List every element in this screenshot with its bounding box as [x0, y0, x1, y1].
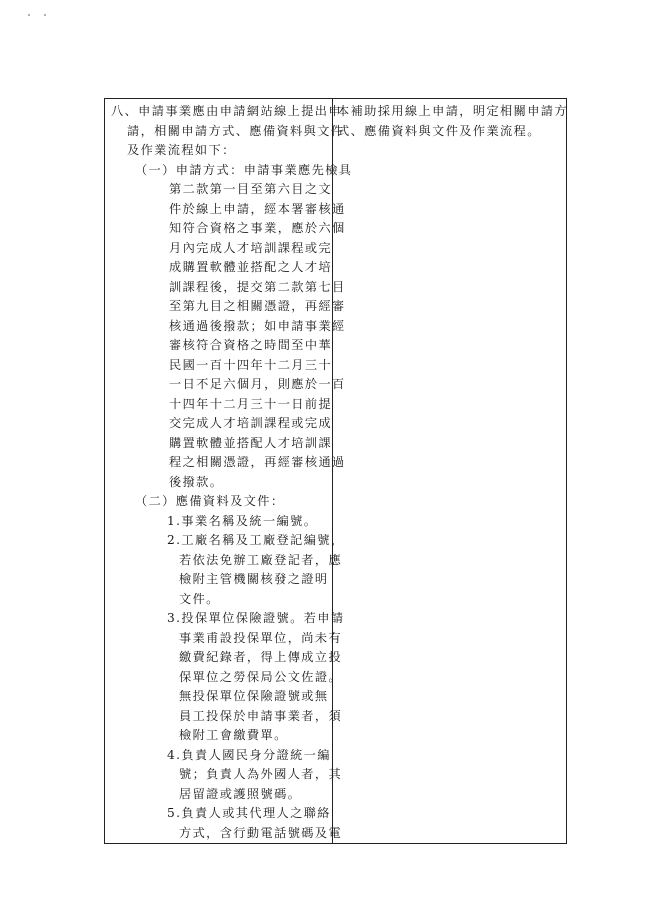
scan-speck — [28, 14, 30, 16]
item-1-line: 程之相關憑證，再經審核通過 — [169, 455, 346, 469]
item-1-line: 交完成人才培訓課程或完成 — [169, 416, 333, 430]
list-item-continuation: 方式，含行動電話號碼及電 — [179, 825, 343, 840]
scan-speck — [44, 14, 46, 16]
item-1-line: 十四年十二月三十一日前提 — [169, 396, 333, 411]
list-item-continuation: 繳費紀錄者，得上傳成立投 — [179, 650, 343, 664]
provision-column — [105, 99, 353, 844]
item-1-line: 購置軟體並搭配人才培訓課 — [169, 435, 333, 450]
list-item: 5.負責人或其代理人之聯絡 — [167, 806, 331, 820]
explanation-line: 式、應備資料與文件及作業流程。 — [337, 123, 541, 138]
list-item-continuation: 若依法免辦工廠登記者，應 — [179, 552, 343, 567]
item-1-line: 一日不足六個月，則應於一百 — [169, 377, 346, 391]
list-item: 1.事業名稱及統一編號。 — [167, 513, 318, 528]
list-item-continuation: 檢附主管機關核發之證明 — [179, 572, 329, 586]
item-1-line: 後撥款。 — [169, 474, 224, 489]
section-8-line: 請，相關申請方式、應備資料與文件 — [127, 123, 345, 138]
item-1-line: 件於線上申請，經本署審核通 — [169, 201, 346, 216]
item-1-line: 成購置軟體並搭配之人才培 — [169, 260, 333, 274]
item-1-line: 至第九目之相關憑證，再經審 — [169, 299, 346, 313]
list-item-continuation: 號；負責人為外國人者，其 — [179, 767, 343, 781]
item-1-line: 訓課程後，提交第二款第七目 — [169, 279, 346, 294]
item-2-heading: （二）應備資料及文件： — [135, 494, 285, 508]
list-item: 3.投保單位保險證號。若申請 — [167, 611, 345, 625]
list-item: 4.負責人國民身分證統一編 — [167, 747, 331, 762]
regulation-table — [104, 98, 567, 844]
item-1-line: 月內完成人才培訓課程或完 — [169, 240, 333, 255]
list-item: 2.工廠名稱及工廠登記編號， — [167, 533, 345, 547]
list-item-continuation: 無投保單位保險證號或無 — [179, 689, 329, 703]
section-8-line: 八、申請事業應由申請網站線上提出申 — [111, 104, 342, 118]
item-1-line: 知符合資格之事業，應於六個 — [169, 221, 346, 235]
list-item-continuation: 事業甫設投保單位，尚未有 — [179, 630, 343, 645]
item-1-line: 核通過後撥款；如申請事業經 — [169, 318, 346, 333]
table-row — [105, 99, 567, 844]
item-1-line: 民國一百十四年十二月三十 — [169, 357, 333, 372]
list-item-continuation: 居留證或護照號碼。 — [179, 786, 302, 801]
item-1-line: （一）申請方式：申請事業應先檢具 — [135, 162, 353, 177]
list-item-continuation: 員工投保於申請事業者，須 — [179, 708, 343, 723]
explanation-line: 本補助採用線上申請，明定相關申請方 — [337, 104, 568, 118]
item-1-line: 第二款第一目至第六目之文 — [169, 182, 333, 196]
list-item-continuation: 檢附工會繳費單。 — [179, 728, 288, 742]
list-item-continuation: 文件。 — [179, 591, 220, 606]
explanation-column — [333, 99, 567, 844]
section-8-line: 及作業流程如下： — [127, 143, 236, 157]
item-1-line: 審核符合資格之時間至中華 — [169, 338, 333, 352]
list-item-continuation: 保單位之勞保局公文佐證。 — [179, 669, 343, 684]
